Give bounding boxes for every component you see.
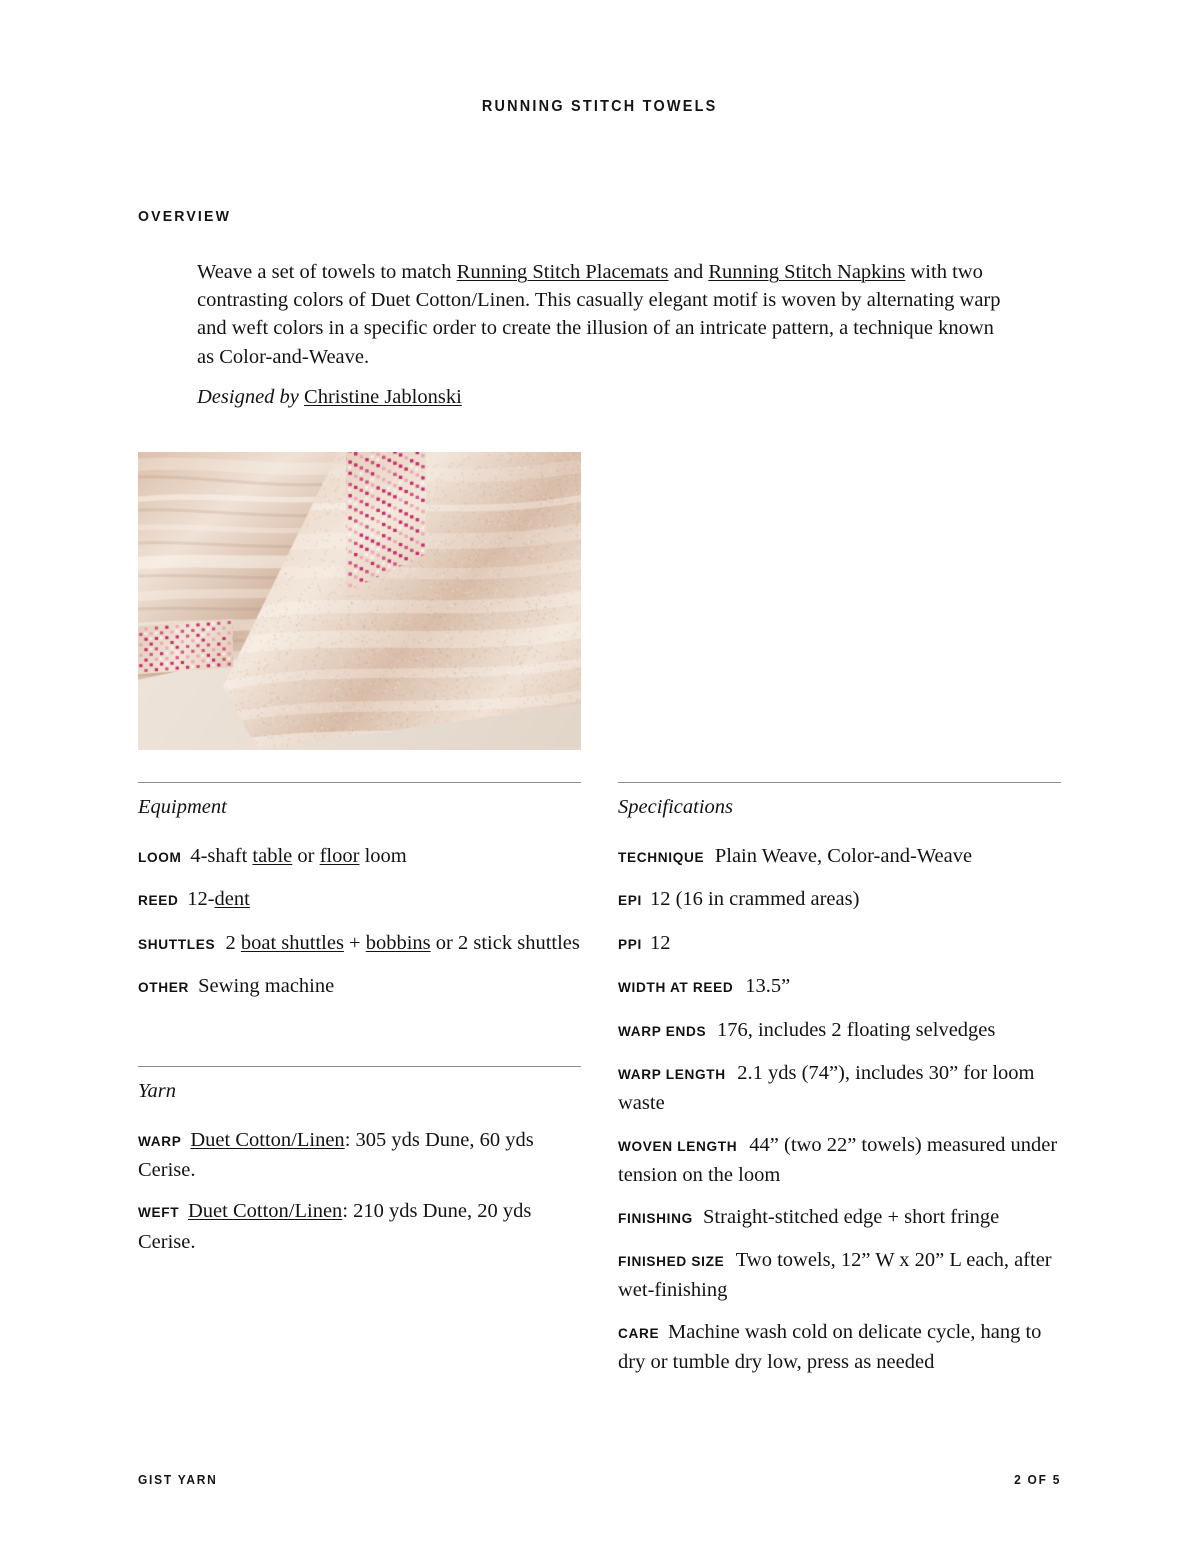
- spec-label-ppi: PPI: [618, 936, 642, 953]
- spec-value-warp-ends: 176, includes 2 floating selvedges: [716, 1018, 996, 1041]
- overview-text-part-3: with two contrasting colors of Duet Cotton/Linen. This casually elegant motif is woven by alternating warp and weft colors in a specific order to create the illusion of an intricate pattern, a technique known as Color-and-Weave.: [197, 261, 1001, 368]
- equipment-list: [138, 842, 581, 1003]
- specification-row: [618, 929, 1061, 959]
- specification-row: [618, 1318, 1061, 1377]
- equipment-text: 4-shaft: [190, 845, 253, 867]
- spec-label-warp-length: WARP LENGTH: [618, 1067, 726, 1084]
- link-running-stitch-placemats[interactable]: Running Stitch Placemats: [456, 261, 669, 283]
- equipment-label-other: OTHER: [138, 980, 190, 997]
- equipment-text: 2: [225, 931, 241, 954]
- specifications-column: [618, 782, 1061, 1377]
- equipment-column: [138, 782, 581, 1256]
- overview-paragraph: [197, 258, 1009, 371]
- specification-row: [618, 1246, 1061, 1305]
- towels-pair-image: [618, 452, 1061, 750]
- photo-towels-pair: [618, 452, 1061, 750]
- spec-label-finished-size: FINISHED SIZE: [618, 1254, 725, 1271]
- specification-row: [618, 1016, 1061, 1046]
- equipment-label-shuttles: SHUTTLES: [138, 936, 216, 953]
- footer-page-number: 2 OF 5: [1013, 1472, 1061, 1487]
- link-bobbins[interactable]: bobbins: [365, 931, 431, 954]
- spec-label-warp-ends: WARP ENDS: [618, 1023, 707, 1040]
- yarn-row: [138, 1197, 581, 1256]
- document-header: [0, 98, 1200, 116]
- specifications-list: [618, 842, 1061, 1377]
- specification-row: [618, 842, 1061, 872]
- equipment-text: 12-: [187, 888, 215, 911]
- equipment-value: [225, 932, 579, 954]
- equipment-text: +: [343, 931, 366, 954]
- yarn-divider: [138, 1066, 581, 1067]
- specifications-divider: [618, 782, 1061, 783]
- overview-text-part-2: and: [668, 261, 709, 283]
- designed-by-label: Designed by: [197, 386, 305, 408]
- document-footer: [138, 1472, 1061, 1487]
- equipment-text: loom: [359, 845, 407, 867]
- specification-row: [618, 1131, 1061, 1190]
- spec-label-epi: EPI: [618, 893, 642, 910]
- yarn-text: : 210 yds Dune, 20 yds Cerise.: [138, 1200, 532, 1253]
- equipment-value: [190, 845, 406, 867]
- equipment-label-loom: LOOM: [138, 850, 182, 866]
- link-duet-cotton-linen[interactable]: Duet Cotton/Linen: [188, 1200, 343, 1223]
- towel-closeup-image: [138, 452, 581, 750]
- link-dent[interactable]: dent: [214, 888, 250, 911]
- yarn-block: [138, 1066, 581, 1257]
- designer-credit: [197, 383, 462, 411]
- link-running-stitch-napkins[interactable]: Running Stitch Napkins: [708, 261, 906, 283]
- spec-value-epi: 12 (16 in crammed areas): [649, 888, 860, 911]
- spec-value-technique: Plain Weave, Color-and-Weave: [714, 845, 973, 867]
- spec-label-finishing: FINISHING: [618, 1210, 693, 1227]
- equipment-text: or 2 stick shuttles: [430, 931, 580, 954]
- equipment-row: [138, 929, 581, 959]
- link-table[interactable]: table: [252, 845, 293, 867]
- specification-row: [618, 1059, 1061, 1118]
- spec-value-ppi: 12: [649, 931, 671, 954]
- spec-value-finished-size: Two towels, 12” W x 20” L each, after wet-finishing: [618, 1249, 1052, 1302]
- specification-row: [618, 972, 1061, 1002]
- equipment-row: [138, 972, 581, 1002]
- link-boat-shuttles[interactable]: boat shuttles: [240, 931, 344, 954]
- yarn-row: [138, 1126, 581, 1185]
- equipment-value: [198, 975, 334, 997]
- equipment-title: Equipment: [138, 796, 227, 818]
- link-floor[interactable]: floor: [319, 845, 360, 867]
- spec-value-warp-length: 2.1 yds (74”), includes 30” for loom waste: [618, 1062, 1035, 1115]
- specification-row: [618, 1203, 1061, 1233]
- equipment-text: Sewing machine: [198, 975, 335, 998]
- equipment-divider: [138, 782, 581, 783]
- equipment-label-reed: REED: [138, 893, 179, 910]
- overview-text-part-1: Weave a set of towels to match: [197, 261, 457, 283]
- spec-value-woven-length: 44” (two 22” towels) measured under tension on the loom: [618, 1133, 1058, 1187]
- footer-brand: GIST YARN: [138, 1472, 218, 1487]
- yarn-label-weft: WEFT: [138, 1205, 180, 1222]
- link-duet-cotton-linen[interactable]: Duet Cotton/Linen: [190, 1128, 345, 1151]
- specifications-title: Specifications: [618, 796, 734, 818]
- equipment-row: [138, 842, 581, 872]
- yarn-title: Yarn: [138, 1079, 176, 1102]
- spec-label-care: CARE: [618, 1325, 660, 1342]
- equipment-row: [138, 885, 581, 915]
- equipment-value: [187, 888, 250, 910]
- yarn-text: : 305 yds Dune, 60 yds Cerise.: [138, 1128, 534, 1182]
- spec-label-technique: TECHNIQUE: [618, 850, 705, 866]
- specification-row: [618, 885, 1061, 915]
- yarn-value: [138, 1200, 531, 1252]
- page-title: RUNNING STITCH TOWELS: [482, 98, 718, 115]
- yarn-list: [138, 1126, 581, 1257]
- equipment-text: or: [292, 845, 320, 867]
- yarn-label-warp: WARP: [138, 1133, 182, 1150]
- overview-section-heading: OVERVIEW: [138, 208, 232, 225]
- spec-value-width-at-reed: 13.5”: [745, 975, 791, 998]
- spec-label-woven-length: WOVEN LENGTH: [618, 1138, 738, 1155]
- spec-value-finishing: Straight-stitched edge + short fringe: [703, 1205, 1000, 1228]
- yarn-value: [138, 1129, 534, 1181]
- spec-value-care: Machine wash cold on delicate cycle, hang to dry or tumble dry low, press as needed: [618, 1320, 1042, 1374]
- photo-towel-closeup: [138, 452, 581, 750]
- link-designer-name[interactable]: Christine Jablonski: [304, 386, 462, 408]
- spec-label-width-at-reed: WIDTH AT REED: [618, 980, 734, 997]
